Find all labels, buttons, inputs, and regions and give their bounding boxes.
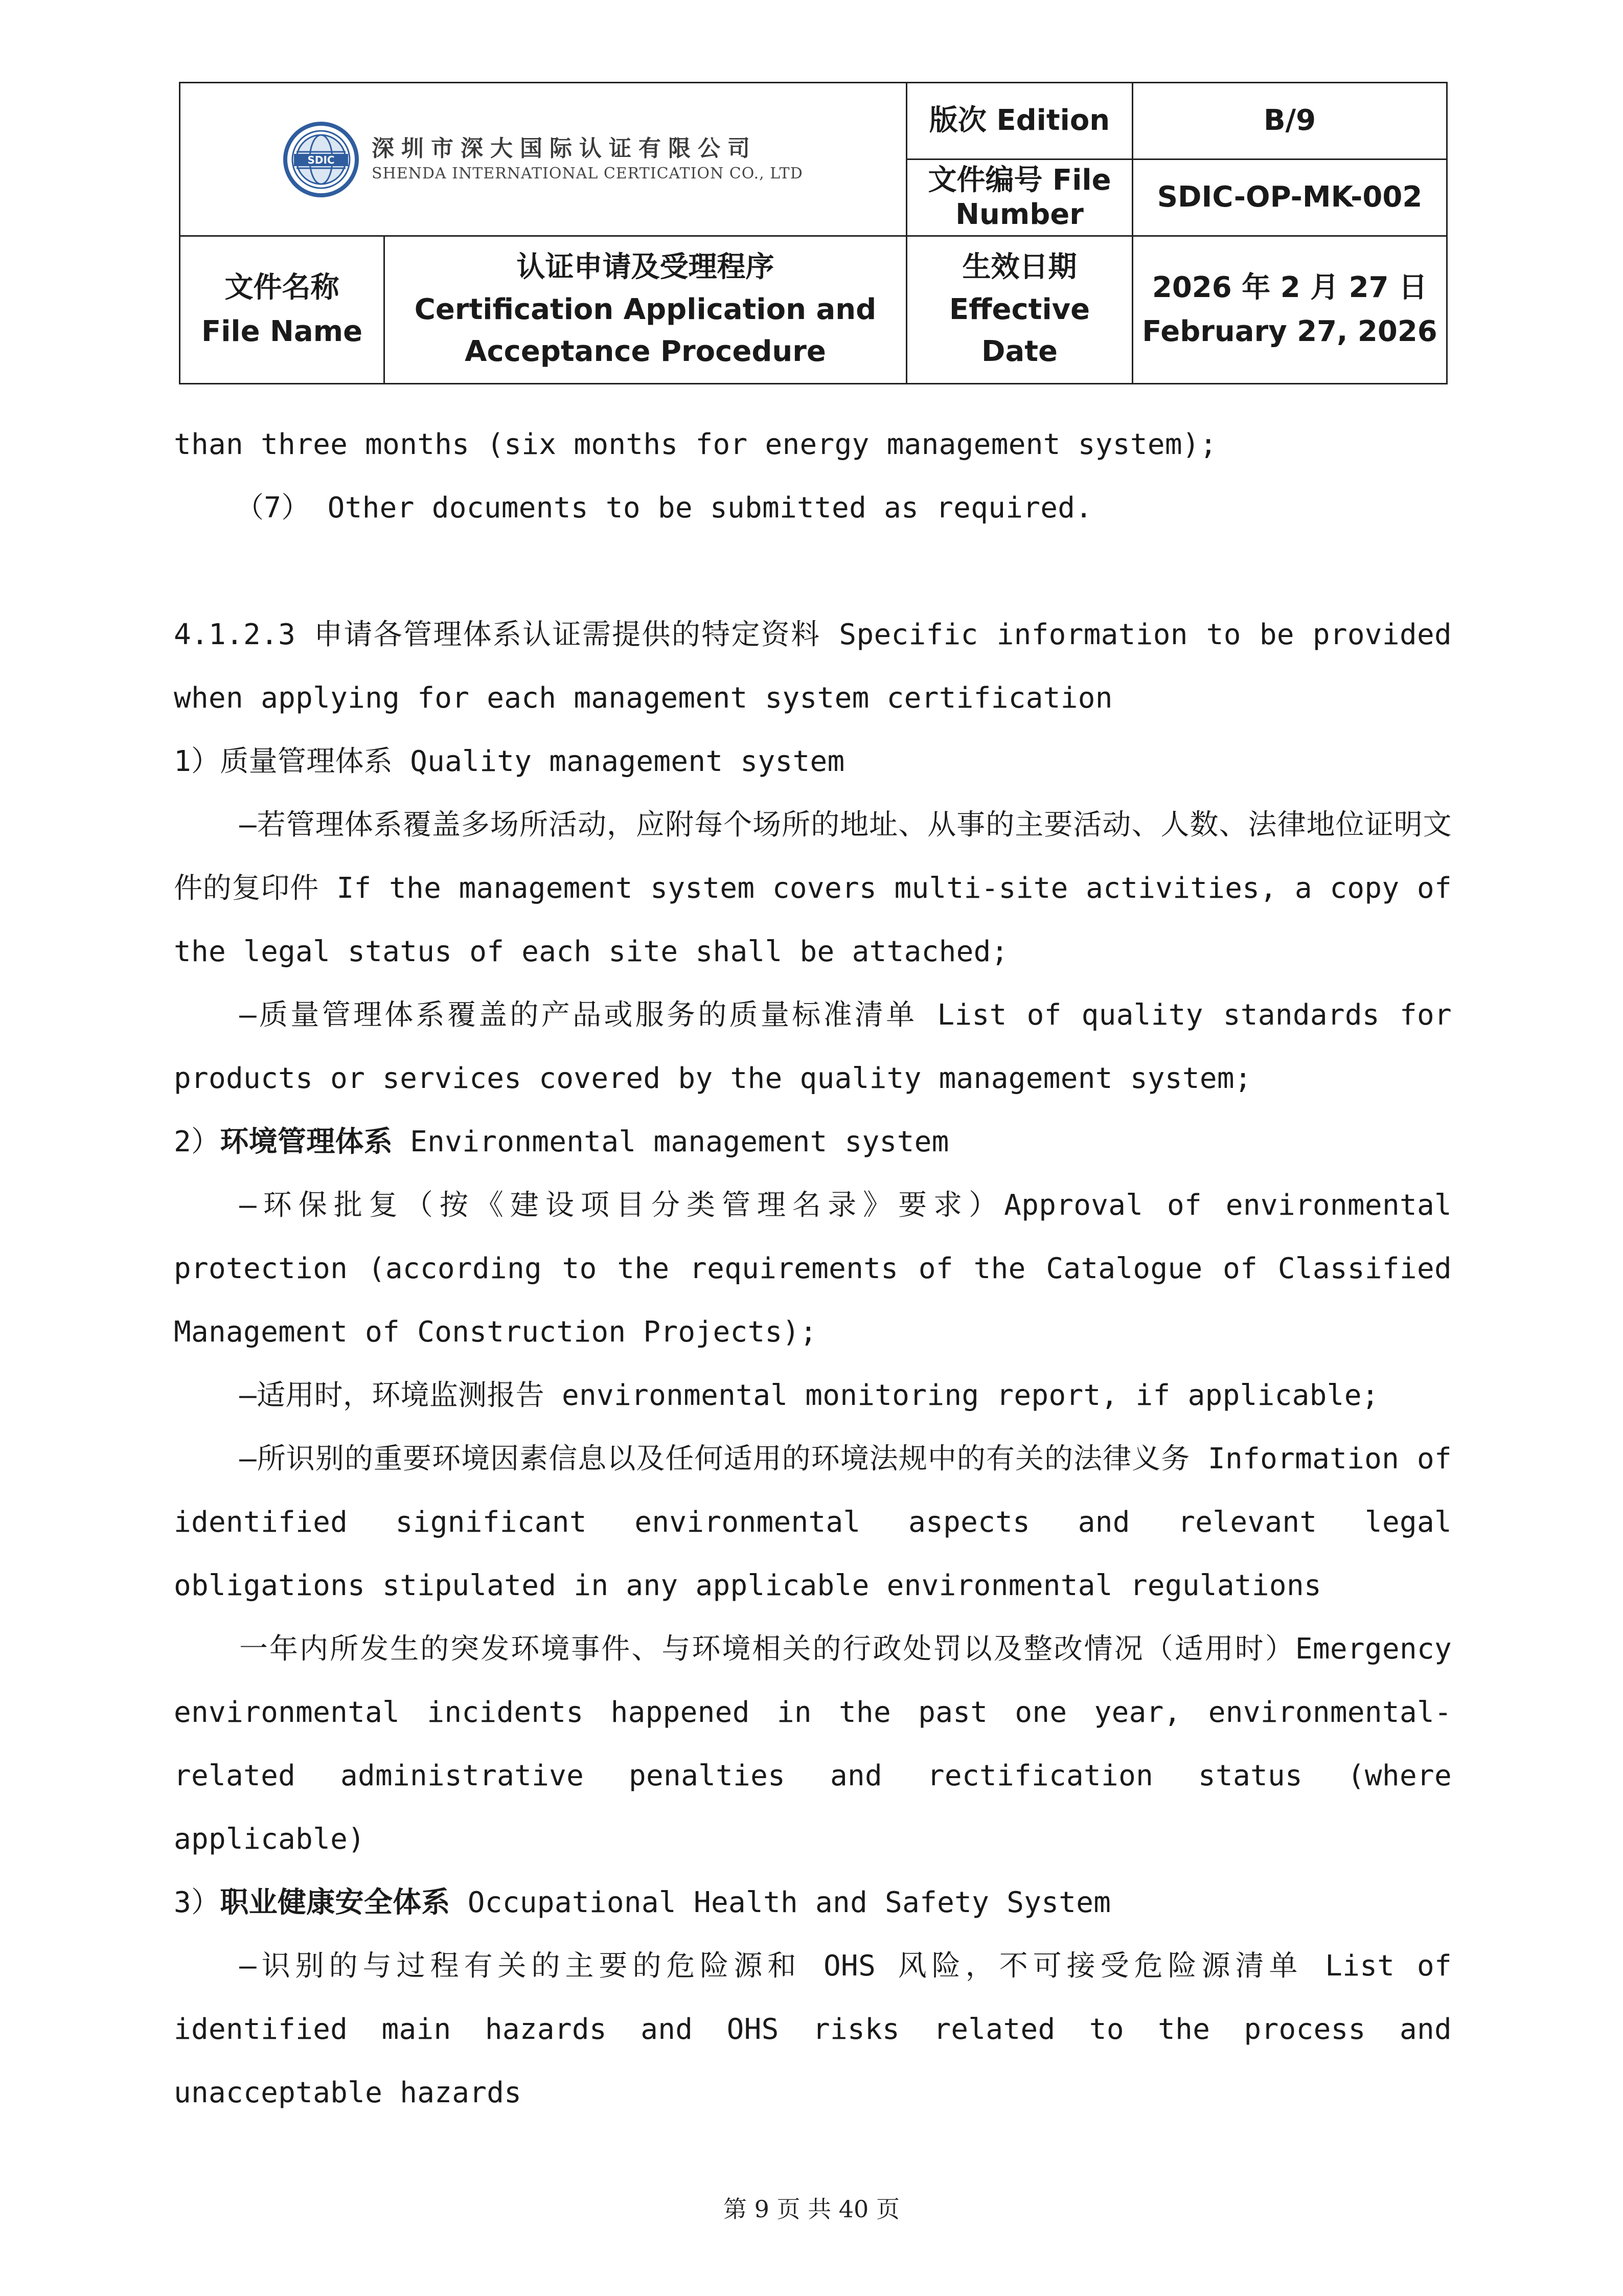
environment-item-approval: —环保批复（按《建设项目分类管理名录》要求）Approval of environmental protection (according to the requirements of the Catalogue of Classified Management of Construction Projects);: [174, 1189, 1452, 1349]
file-name-label-cn: 文件名称: [224, 270, 339, 304]
file-name-cn: 认证申请及受理程序: [516, 251, 774, 284]
page-number-footer: 第 9 页 共 40 页: [723, 2195, 900, 2223]
environment-item-monitoring: —适用时，环境监测报告 environmental monitoring report, if applicable;: [239, 1379, 1379, 1412]
file-number-label: [907, 160, 1133, 237]
subsection-environment-title: [174, 1110, 1452, 1174]
subsection-title-rest: Occupational Health and Safety System: [450, 1886, 1111, 1919]
environment-item-aspects: —所识别的重要环境因素信息以及任何适用的环境法规中的有关的法律义务 Information of identified significant environmental aspects and relevant legal obligations stipulated in any applicable environmental regulations: [174, 1442, 1452, 1602]
company-name-cn: 深圳市深大国际认证有限公司: [372, 135, 757, 162]
subsection-quality-title: [174, 730, 1452, 793]
effective-label-en-line2: Date: [981, 335, 1058, 369]
effective-label-cn: 生效日期: [962, 251, 1077, 284]
file-name-value: [385, 237, 907, 383]
file-name-label: [180, 237, 385, 383]
company-logo-block: [180, 83, 907, 237]
effective-date-cn: 2026 年 2 月 27 日: [1152, 270, 1428, 304]
file-name-label-en: File Name: [201, 315, 363, 348]
subsection-title-bold: 职业健康安全体系: [220, 1886, 450, 1919]
subsection-ohs-title: [174, 1871, 1452, 1935]
subsection-number: 1）: [174, 745, 220, 778]
file-number-label-cn: 文件编号 File: [928, 164, 1111, 197]
subsection-number: 3）: [174, 1886, 220, 1919]
effective-date-value: [1133, 237, 1446, 383]
ohs-item-hazards: —识别的与过程有关的主要的危险源和 OHS 风险，不可接受危险源清单 List of identified main hazards and OHS risks related to the process and unacceptable hazards: [174, 1949, 1452, 2109]
subsection-title-bold: 环境管理体系: [220, 1125, 393, 1158]
paragraph-continuation: than three months (six months for energy management system);: [174, 428, 1217, 461]
environment-item-incidents: 一年内所发生的突发环境事件、与环境相关的行政处罚以及整改情况（适用时）Emergency environmental incidents happened in the past one year, environmental- related administrative penalties and rectification status (where applicable): [174, 1632, 1452, 1856]
edition-label: 版次 Edition: [907, 83, 1133, 160]
edition-value: B/9: [1133, 83, 1446, 160]
subsection-title-rest: Environmental management system: [393, 1125, 949, 1158]
file-number-label-en: Number: [955, 197, 1084, 231]
file-name-en-line1: Certification Application and: [414, 292, 877, 326]
effective-label-en-line1: Effective: [949, 292, 1090, 326]
company-logo-icon: [283, 121, 359, 198]
quality-item-standards: —质量管理体系覆盖的产品或服务的质量标准清单 List of quality standards for products or services covered by the quality management system;: [174, 998, 1452, 1095]
list-item-7: （7） Other documents to be submitted as required.: [235, 491, 1093, 525]
file-name-en-line2: Acceptance Procedure: [465, 335, 826, 369]
effective-date-en: February 27, 2026: [1142, 315, 1437, 348]
document-header-table: [179, 82, 1448, 384]
logo-monogram: SDIC: [307, 153, 335, 166]
document-body: [174, 413, 1452, 2125]
subsection-title: 质量管理体系 Quality management system: [220, 745, 845, 778]
subsection-number: 2）: [174, 1125, 220, 1158]
company-name-en: SHENDA INTERNATIONAL CERTICATION CO., LTD: [372, 164, 803, 183]
section-heading-4-1-2-3: 4.1.2.3 申请各管理体系认证需提供的特定资料 Specific information to be provided when applying for each management system certification: [174, 618, 1452, 715]
effective-date-label: [907, 237, 1133, 383]
quality-item-multisite: —若管理体系覆盖多场所活动，应附每个场所的地址、从事的主要活动、人数、法律地位证明文件的复印件 If the management system covers multi-site activities, a copy of the legal status of each site shall be attached;: [174, 808, 1452, 968]
file-number-value: SDIC-OP-MK-002: [1133, 160, 1446, 237]
